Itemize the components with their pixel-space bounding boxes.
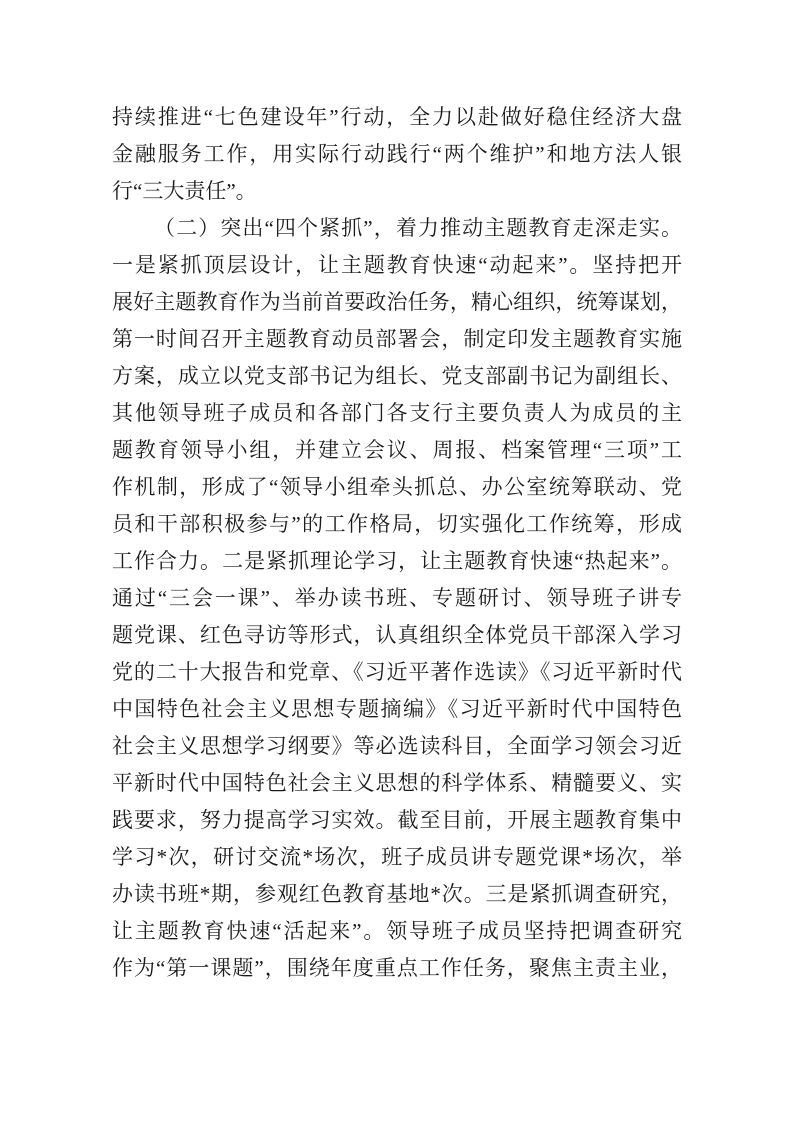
text-line: 党的二十大报告和党章、《习近平著作选读》《习近平新时代 xyxy=(112,660,682,684)
text-line: 办读书班*期，参观红色教育基地*次。三是紧抓调查研究， xyxy=(112,882,682,906)
document-body xyxy=(112,99,682,987)
paragraph-continuation xyxy=(112,99,682,210)
text-line: 员和干部积极参与”的工作格局，切实强化工作统筹，形成 xyxy=(112,512,682,536)
text-line: 题教育领导小组，并建立会议、周报、档案管理“三项”工 xyxy=(112,438,682,462)
text-line: 中国特色社会主义思想专题摘编》《习近平新时代中国特色 xyxy=(112,697,682,721)
text-line: 方案，成立以党支部书记为组长、党支部副书记为副组长、 xyxy=(112,364,682,388)
text-line: 践要求，努力提高学习实效。截至目前，开展主题教育集中 xyxy=(112,808,682,832)
text-line: 社会主义思想学习纲要》等必选读科目，全面学习领会习近 xyxy=(112,734,682,758)
text-line: 平新时代中国特色社会主义思想的科学体系、精髓要义、实 xyxy=(112,771,682,795)
text-line: 学习*次，研讨交流*场次，班子成员讲专题党课*场次，举 xyxy=(112,845,682,869)
text-line: 一是紧抓顶层设计，让主题教育快速“动起来”。坚持把开 xyxy=(112,253,682,277)
text-line: 工作合力。二是紧抓理论学习，让主题教育快速“热起来”。 xyxy=(112,549,682,573)
text-line: 行“三大责任”。 xyxy=(112,179,257,203)
text-line: 作机制，形成了“领导小组牵头抓总、办公室统筹联动、党 xyxy=(112,475,682,499)
text-line: 通过“三会一课”、举办读书班、专题研讨、领导班子讲专 xyxy=(112,586,682,610)
text-line: 其他领导班子成员和各部门各支行主要负责人为成员的主 xyxy=(112,401,682,425)
text-line: 第一时间召开主题教育动员部署会，制定印发主题教育实施 xyxy=(112,327,682,351)
text-line: 持续推进“七色建设年”行动，全力以赴做好稳住经济大盘 xyxy=(112,105,682,129)
paragraph-section-two xyxy=(112,210,682,987)
text-line: 展好主题教育作为当前首要政治任务，精心组织，统筹谋划， xyxy=(112,290,682,314)
text-line: 作为“第一课题”，围绕年度重点工作任务，聚焦主责主业， xyxy=(112,956,682,980)
text-line: （二）突出“四个紧抓”，着力推动主题教育走深走实。 xyxy=(154,216,682,240)
text-line: 题党课、红色寻访等形式，认真组织全体党员干部深入学习 xyxy=(112,623,682,647)
text-line: 让主题教育快速“活起来”。领导班子成员坚持把调查研究 xyxy=(112,919,682,943)
text-line: 金融服务工作，用实际行动践行“两个维护”和地方法人银 xyxy=(112,142,682,166)
